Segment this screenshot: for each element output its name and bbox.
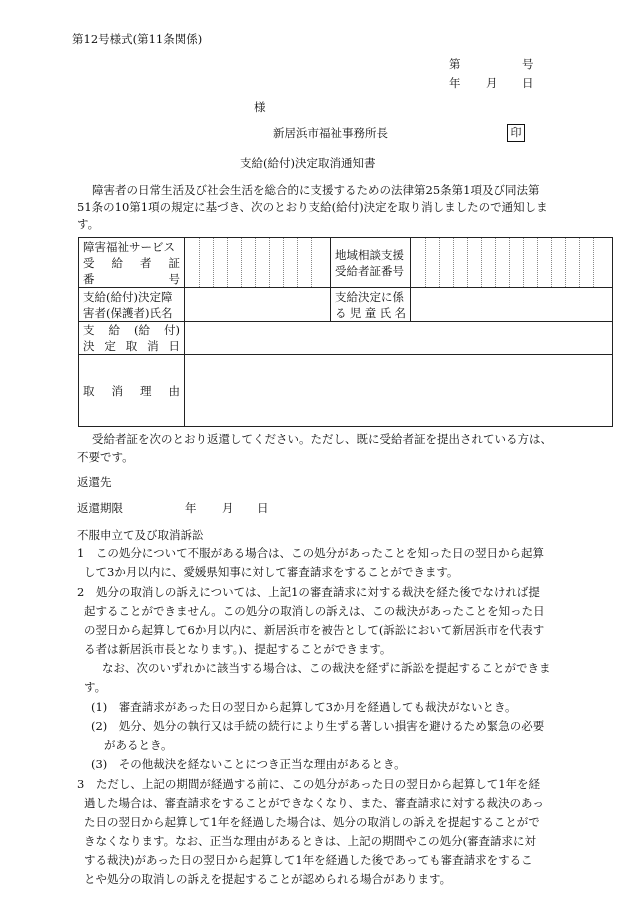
service-recipient-number-field[interactable] [185, 238, 331, 288]
label-char: 理 [140, 383, 152, 398]
table-row [79, 288, 613, 322]
cancellation-reason-label [79, 355, 185, 427]
addressee-suffix: 様 [254, 100, 266, 114]
label-line [83, 322, 184, 338]
deadline-year: 年 [185, 501, 197, 515]
appeal-item-3: きなくなります。なお、正当な理由があるときは、上記の期間やこの処分(審査請求に対 [84, 834, 537, 848]
appeal-item-1: して3か月以内に、愛媛県知事に対して審査請求をすることができます。 [84, 565, 459, 579]
label-char: 号 [168, 271, 180, 286]
appeal-item-3: 過した場合は、審査請求をすることができなくなり、また、審査請求に対する裁決のあっ [84, 796, 544, 810]
table-row [79, 322, 613, 355]
label-char: 名 [394, 305, 406, 320]
recipient-name-field[interactable] [185, 288, 331, 322]
deadline-month: 月 [222, 501, 234, 515]
form-number: 第12号様式(第11条関係) [72, 32, 203, 46]
label-line: 受給者証番号 [335, 263, 404, 278]
label-line [83, 255, 184, 271]
date-day: 日 [522, 76, 534, 90]
appeal-item-3: とや処分の取消しの訴えを提起することが認められる場合があります。 [84, 872, 452, 886]
label-char: 氏 [379, 305, 392, 320]
cancellation-reason-field[interactable] [185, 355, 613, 427]
return-deadline-label: 返還期限 [77, 501, 123, 515]
label-char: 取 [125, 339, 138, 353]
appeal-title: 不服申立て及び取消訴訟 [77, 528, 204, 542]
appeal-item-2: 2 処分の取消しの訴えについては、上記1の審査請求に対する裁決を経た後でなければ提 [77, 585, 540, 599]
label-line: 障害福祉サービス [83, 239, 175, 254]
table-row [79, 355, 613, 427]
community-support-number-field[interactable] [411, 238, 613, 288]
appeal-subitem-1: (1) 審査請求があった日の翌日から起算して3か月を経過しても裁決がないとき。 [91, 700, 517, 714]
return-line-2: 不要です。 [77, 450, 134, 464]
label-char: 取 [83, 383, 95, 398]
label-line [83, 271, 184, 287]
child-name-label [331, 288, 411, 322]
doc-number-suffix: 号 [522, 57, 534, 71]
appeal-subitem-3: (3) その他裁決を経ないことにつき正当な理由があるとき。 [91, 757, 406, 771]
issuer-name: 新居浜市福祉事務所長 [273, 126, 388, 140]
appeal-item-2: の翌日から起算して6か月以内に、新居浜市を被告として(訴訟において新居浜市を代表す [84, 623, 545, 637]
label-line: 支給(給付)決定障 [83, 289, 173, 304]
child-name-field[interactable] [411, 288, 613, 322]
label-char: 日 [168, 339, 180, 353]
community-support-number-label [331, 238, 411, 288]
appeal-item-2: す。 [84, 680, 107, 694]
label-char: 受 [83, 255, 95, 270]
label-char: 給 [111, 255, 123, 270]
service-recipient-number-label [79, 238, 185, 288]
doc-number-prefix: 第 [449, 57, 461, 71]
label-char: 証 [168, 255, 180, 270]
label-line: 害者(保護者)氏名 [83, 305, 173, 320]
appeal-item-3: する裁決)があった日の翌日から起算して1年を経過した後であっても審査請求をするこ [84, 853, 533, 867]
date-month: 月 [486, 76, 498, 90]
label-char: 者 [140, 255, 152, 270]
intro-line-2: 51条の10第1項の規定に基づき、次のとおり支給(給付)決定を取り消しましたので通知しま [77, 200, 548, 214]
label-char: 番 [83, 271, 95, 286]
cancellation-date-field[interactable] [185, 322, 613, 355]
recipient-name-label [79, 288, 185, 322]
return-line-1: 受給者証を次のとおり返還してください。ただし、既に受給者証を提出されている方は、 [92, 432, 552, 446]
label-char: 付) [164, 323, 180, 337]
label-char: 児 [349, 305, 362, 320]
label-char: 童 [364, 305, 377, 320]
appeal-item-3: 3 ただし、上記の期間が経過する前に、この処分があった日の翌日から起算して1年を経 [77, 777, 541, 791]
label-char: 消 [111, 383, 123, 398]
label-line: 地域相談支援 [335, 247, 404, 262]
label-char: 消 [147, 339, 159, 353]
label-char: 決 [83, 339, 95, 353]
label-char: る [335, 305, 347, 320]
appeal-item-2: る者は新居浜市長となります。)、提起することができます。 [84, 642, 392, 656]
appeal-item-2: なお、次のいずれかに該当する場合は、この裁決を経ずに訴訟を提起することができま [102, 661, 551, 675]
appeal-subitem-2: があるとき。 [104, 738, 173, 752]
label-char: (給 [134, 323, 150, 337]
label-line: 支給決定に係 [335, 289, 404, 304]
date-year: 年 [449, 76, 461, 90]
appeal-item-3: た日の翌日から起算して1年を経過した場合は、処分の取消しの訴えを提起することがで [84, 815, 540, 829]
return-to-label: 返還先 [77, 475, 112, 489]
label-line [83, 338, 184, 354]
table-row [79, 238, 613, 288]
label-line [335, 305, 410, 321]
label-char: 給 [108, 323, 120, 337]
label-line [83, 383, 184, 399]
seal-mark: 印 [507, 124, 525, 142]
label-char: 支 [83, 323, 95, 337]
intro-line-1: 障害者の日常生活及び社会生活を総合的に支援するための法律第25条第1項及び同法第 [92, 183, 540, 197]
cancellation-date-label [79, 322, 185, 355]
appeal-item-1: 1 この処分について不服がある場合は、この処分があったことを知った日の翌日から起算 [77, 546, 544, 560]
document-title: 支給(給付)決定取消通知書 [240, 156, 376, 170]
appeal-subitem-2: (2) 処分、処分の執行又は手続の続行により生ずる著しい損害を避けるため緊急の必要 [91, 719, 545, 733]
intro-line-3: す。 [77, 217, 100, 231]
deadline-day: 日 [257, 501, 269, 515]
cancellation-table [78, 237, 613, 427]
label-char: 由 [168, 383, 180, 398]
appeal-item-2: 起することができません。この処分の取消しの訴えは、この裁決があったことを知った日 [84, 604, 545, 618]
label-char: 定 [104, 339, 116, 353]
